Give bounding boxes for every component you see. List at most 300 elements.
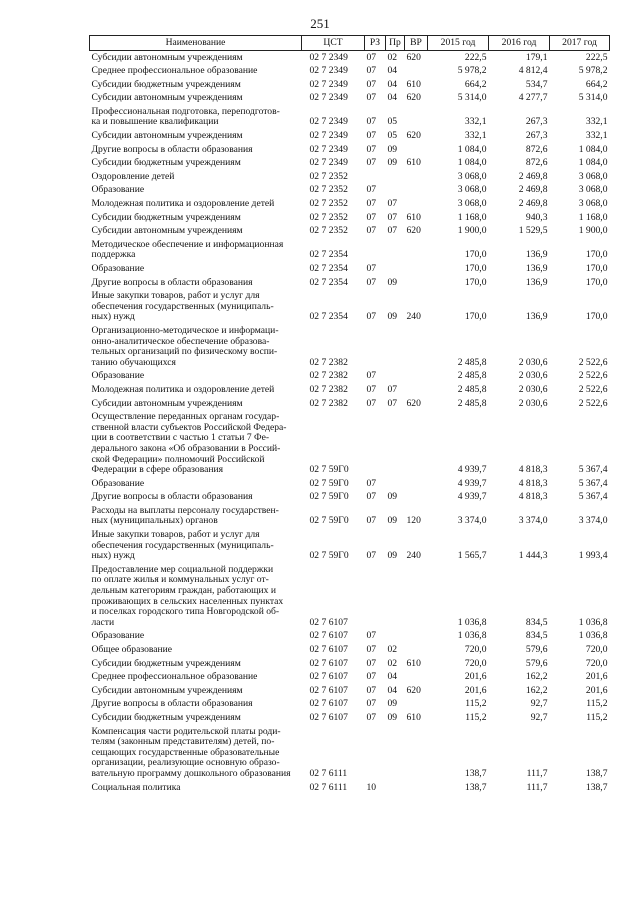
row-cst: 02 7 2382 <box>309 383 348 395</box>
row-value-2016: 92,7 <box>530 711 548 723</box>
row-rz <box>365 563 386 630</box>
row-cst: 02 7 2354 <box>309 249 348 261</box>
row-cst: 02 7 2349 <box>309 116 348 128</box>
row-vr <box>405 198 428 212</box>
table-row <box>90 238 610 262</box>
row-rz <box>365 238 386 262</box>
row-value-2015: 1 084,0 <box>457 143 487 155</box>
row-value-2015: 1 036,8 <box>457 616 487 628</box>
row-value-2016: 92,7 <box>530 698 548 710</box>
row-rz: 07 <box>366 550 377 562</box>
row-value-2017: 115,2 <box>586 711 608 723</box>
row-cst: 02 7 2352 <box>309 170 348 182</box>
row-pr: 09 <box>387 698 398 710</box>
row-pr <box>386 238 405 262</box>
row-cst: 02 7 2349 <box>309 92 348 104</box>
row-cst: 02 7 6111 <box>309 781 348 793</box>
row-value-2016: 534,7 <box>525 78 548 90</box>
row-pr: 09 <box>387 515 398 527</box>
table-row <box>90 198 610 212</box>
row-cst: 02 7 2352 <box>309 211 348 223</box>
row-value-2016: 136,9 <box>525 311 548 323</box>
row-value-2017: 201,6 <box>585 671 608 683</box>
row-name: Субсидии бюджетным учреждениям <box>91 157 241 169</box>
row-value-2017: 138,7 <box>585 767 608 779</box>
row-vr <box>405 698 428 712</box>
row-value-2017: 1 900,0 <box>578 225 608 237</box>
row-value-2015: 2 485,8 <box>457 397 487 409</box>
row-vr <box>405 143 428 157</box>
row-value-2017: 222,5 <box>585 51 608 63</box>
row-value-2016: 579,6 <box>525 644 548 655</box>
row-name: Субсидии автономным учреждениям <box>91 51 243 63</box>
row-pr <box>386 563 405 630</box>
row-pr <box>386 170 405 184</box>
row-value-2017: 138,7 <box>585 781 608 793</box>
row-cst: 02 7 6107 <box>309 698 348 710</box>
table-row <box>90 225 610 239</box>
row-rz: 07 <box>366 311 377 323</box>
table-row <box>90 563 610 630</box>
row-value-2016: 2 030,6 <box>518 383 548 395</box>
table-row <box>90 383 610 397</box>
row-pr <box>386 411 405 478</box>
row-value-2015: 115,2 <box>465 698 487 710</box>
row-cst: 02 7 6107 <box>309 644 348 655</box>
row-value-2016: 2 469,8 <box>518 198 548 210</box>
row-cst: 02 7 2382 <box>309 370 348 382</box>
table-row <box>90 105 610 129</box>
table-row <box>90 657 610 671</box>
row-name: Осуществление переданных органам государ- ственной власти субъектов Российской Федера- ции в соответствии с частью 1 статьи 7 Фе- дерального закона «Об образовании в Россий- ской Федерации» полномочий Российской Федерации в сфере образования <box>91 411 287 476</box>
row-name: Субсидии бюджетным учреждениям <box>91 711 241 723</box>
row-cst: 02 7 59Г0 <box>309 515 349 527</box>
row-value-2015: 5 978,2 <box>457 65 487 77</box>
row-value-2015: 1 036,8 <box>457 630 487 642</box>
row-vr <box>405 491 428 505</box>
table-row <box>90 781 610 795</box>
row-vr <box>405 644 428 658</box>
row-rz: 07 <box>366 383 377 395</box>
row-rz: 10 <box>366 781 377 793</box>
row-rz: 07 <box>366 630 377 642</box>
row-vr: 620 <box>406 225 421 237</box>
row-pr <box>386 781 405 795</box>
row-rz: 07 <box>366 477 377 489</box>
row-cst: 02 7 6107 <box>309 630 348 642</box>
row-rz: 07 <box>366 657 377 669</box>
row-value-2016: 267,3 <box>525 130 548 142</box>
row-rz: 07 <box>366 491 377 503</box>
row-value-2015: 3 068,0 <box>457 170 487 182</box>
row-name: Расходы на выплаты персоналу государствен- ных (муниципальных) органов <box>91 504 279 527</box>
table-row <box>90 143 610 157</box>
table-row <box>90 92 610 106</box>
row-vr <box>405 383 428 397</box>
row-pr: 02 <box>387 644 398 655</box>
row-rz: 07 <box>366 698 377 710</box>
row-value-2015: 332,1 <box>464 116 487 128</box>
row-value-2017: 332,1 <box>585 116 608 128</box>
row-value-2015: 2 485,8 <box>457 356 487 368</box>
row-pr: 09 <box>387 157 398 169</box>
row-name: Предоставление мер социальной поддержки по оплате жилья и коммунальных услуг от- дельным категориям граждан, работающих и проживающих в сельских населенных пунктах и поселках городского типа Новгородской об- ласти <box>91 563 284 628</box>
header-row <box>90 36 610 51</box>
page-number: 251 <box>310 16 330 31</box>
row-vr <box>405 411 428 478</box>
row-name: Субсидии бюджетным учреждениям <box>91 211 241 223</box>
row-name: Молодежная политика и оздоровление детей <box>91 383 275 395</box>
row-value-2016: 162,2 <box>525 684 548 696</box>
table-row <box>90 276 610 290</box>
row-value-2017: 5 314,0 <box>578 92 608 104</box>
row-cst: 02 7 6107 <box>309 657 348 669</box>
row-name: Образование <box>91 477 145 489</box>
row-value-2017: 332,1 <box>585 130 608 142</box>
row-cst: 02 7 6107 <box>309 711 348 723</box>
row-value-2016: 1 444,3 <box>518 550 548 562</box>
row-rz <box>365 411 386 478</box>
row-rz: 07 <box>366 184 377 196</box>
row-rz: 07 <box>366 276 377 288</box>
row-value-2016: 1 529,5 <box>518 225 548 237</box>
row-rz <box>365 324 386 369</box>
table-row <box>90 477 610 491</box>
row-value-2015: 1 084,0 <box>457 157 487 169</box>
row-value-2016: 136,9 <box>525 276 548 288</box>
table-row <box>90 711 610 725</box>
row-name: Молодежная политика и оздоровление детей <box>91 198 275 210</box>
row-value-2016: 4 818,3 <box>518 491 548 503</box>
row-value-2015: 138,7 <box>464 767 487 779</box>
row-value-2016: 136,9 <box>525 249 548 261</box>
row-vr: 620 <box>406 397 421 409</box>
row-rz: 07 <box>366 92 377 104</box>
row-vr <box>405 370 428 384</box>
row-value-2016: 136,9 <box>525 263 548 274</box>
header-pr: Пр <box>386 36 405 51</box>
table-row <box>90 290 610 325</box>
row-name: Другие вопросы в области образования <box>91 698 253 710</box>
row-value-2016: 2 469,8 <box>518 170 548 182</box>
row-value-2017: 1 993,4 <box>578 550 608 562</box>
row-pr <box>386 630 405 644</box>
row-value-2015: 201,6 <box>464 684 487 696</box>
row-value-2017: 5 367,4 <box>578 464 608 476</box>
row-pr <box>386 370 405 384</box>
row-vr: 620 <box>406 684 421 696</box>
table-row <box>90 504 610 528</box>
row-value-2017: 2 522,6 <box>578 370 608 382</box>
row-vr: 610 <box>406 711 421 723</box>
row-cst: 02 7 6111 <box>309 767 348 779</box>
row-value-2017: 2 522,6 <box>578 383 608 395</box>
row-name: Субсидии бюджетным учреждениям <box>91 78 241 90</box>
table-row <box>90 725 610 781</box>
table-row <box>90 211 610 225</box>
budget-table <box>89 35 610 795</box>
header-name: Наименование <box>90 36 302 51</box>
row-name: Субсидии автономным учреждениям <box>91 397 243 409</box>
row-name: Иные закупки товаров, работ и услуг для обеспечения государственных (муниципаль- ных) нужд <box>91 529 274 562</box>
table-row <box>90 324 610 369</box>
row-vr: 610 <box>406 157 421 169</box>
row-pr <box>386 324 405 369</box>
row-vr <box>405 238 428 262</box>
row-rz: 07 <box>366 370 377 382</box>
header-2016: 2016 год <box>489 36 550 51</box>
table-row <box>90 51 610 65</box>
row-value-2015: 1 565,7 <box>457 550 487 562</box>
row-value-2015: 201,6 <box>464 671 487 683</box>
row-vr: 610 <box>406 657 421 669</box>
row-cst: 02 7 2349 <box>309 130 348 142</box>
row-rz: 07 <box>366 671 377 683</box>
row-vr: 120 <box>406 515 421 527</box>
row-pr: 05 <box>387 116 398 128</box>
row-value-2015: 3 068,0 <box>457 198 487 210</box>
table-row <box>90 684 610 698</box>
row-cst: 02 7 2349 <box>309 78 348 90</box>
row-value-2016: 834,5 <box>525 630 548 642</box>
row-pr: 07 <box>387 211 398 223</box>
row-cst: 02 7 6107 <box>309 684 348 696</box>
row-name: Субсидии автономным учреждениям <box>91 92 243 104</box>
row-value-2017: 3 068,0 <box>578 184 608 196</box>
row-rz: 07 <box>366 78 377 90</box>
row-cst: 02 7 2352 <box>309 225 348 237</box>
row-cst: 02 7 2354 <box>309 263 348 274</box>
row-value-2015: 2 485,8 <box>457 370 487 382</box>
row-value-2016: 3 374,0 <box>518 515 548 527</box>
row-pr: 09 <box>387 550 398 562</box>
row-cst: 02 7 2349 <box>309 157 348 169</box>
table-row <box>90 529 610 564</box>
row-pr: 07 <box>387 198 398 210</box>
row-value-2016: 162,2 <box>525 671 548 683</box>
row-pr: 04 <box>387 65 398 77</box>
row-pr: 02 <box>387 51 398 63</box>
row-vr <box>405 263 428 277</box>
row-value-2017: 2 522,6 <box>578 397 608 409</box>
row-name: Оздоровление детей <box>91 170 175 182</box>
table-row <box>90 263 610 277</box>
row-value-2017: 2 522,6 <box>578 356 608 368</box>
row-pr: 09 <box>387 311 398 323</box>
row-pr: 04 <box>387 671 398 683</box>
row-vr: 240 <box>406 550 421 562</box>
row-vr: 620 <box>406 130 421 142</box>
row-value-2016: 834,5 <box>525 616 548 628</box>
row-name: Субсидии автономным учреждениям <box>91 130 243 142</box>
table-row <box>90 65 610 79</box>
row-name: Иные закупки товаров, работ и услуг для обеспечения государственных (муниципаль- ных) нужд <box>91 290 274 323</box>
row-value-2017: 1 084,0 <box>578 157 608 169</box>
row-value-2015: 222,5 <box>464 51 487 63</box>
table-row <box>90 130 610 144</box>
row-value-2016: 179,1 <box>525 51 548 63</box>
row-value-2015: 720,0 <box>464 657 487 669</box>
header-2015: 2015 год <box>428 36 489 51</box>
row-value-2017: 3 068,0 <box>578 198 608 210</box>
row-rz: 07 <box>366 684 377 696</box>
row-cst: 02 7 2382 <box>309 397 348 409</box>
row-rz: 07 <box>366 130 377 142</box>
row-vr <box>405 725 428 781</box>
row-value-2016: 872,6 <box>525 143 548 155</box>
row-name: Другие вопросы в области образования <box>91 143 253 155</box>
row-name: Другие вопросы в области образования <box>91 491 253 503</box>
row-value-2015: 5 314,0 <box>457 92 487 104</box>
row-rz: 07 <box>366 198 377 210</box>
table-row <box>90 157 610 171</box>
table-row <box>90 184 610 198</box>
row-value-2017: 115,2 <box>586 698 608 710</box>
row-value-2016: 4 818,3 <box>518 477 548 489</box>
row-value-2015: 1 900,0 <box>457 225 487 237</box>
row-cst: 02 7 2354 <box>309 311 348 323</box>
row-name: Методическое обеспечение и информационная поддержка <box>91 238 284 261</box>
row-cst: 02 7 2349 <box>309 65 348 77</box>
row-value-2015: 664,2 <box>464 78 487 90</box>
table-row <box>90 411 610 478</box>
row-value-2017: 5 978,2 <box>578 65 608 77</box>
row-value-2017: 3 374,0 <box>578 515 608 527</box>
row-rz: 07 <box>366 51 377 63</box>
row-vr <box>405 276 428 290</box>
header-vr: ВР <box>405 36 428 51</box>
row-rz: 07 <box>366 515 377 527</box>
row-name: Социальная политика <box>91 781 181 793</box>
row-name: Организационно-методическое и информаци- онно-аналитическое обеспечение образова- тельных организаций по физическому воспи- танию обучающихся <box>91 324 279 368</box>
row-name: Образование <box>91 370 145 382</box>
row-value-2017: 5 367,4 <box>578 491 608 503</box>
row-name: Среднее профессиональное образование <box>91 65 258 77</box>
row-vr: 240 <box>406 311 421 323</box>
row-cst: 02 7 2349 <box>309 143 348 155</box>
row-rz: 07 <box>366 116 377 128</box>
row-rz: 07 <box>366 143 377 155</box>
row-value-2016: 2 030,6 <box>518 370 548 382</box>
row-vr <box>405 170 428 184</box>
row-cst: 02 7 59Г0 <box>309 491 349 503</box>
row-rz: 07 <box>366 711 377 723</box>
row-pr <box>386 263 405 277</box>
row-vr: 620 <box>406 51 421 63</box>
table-row <box>90 644 610 658</box>
row-value-2016: 2 030,6 <box>518 397 548 409</box>
table-row <box>90 397 610 411</box>
row-rz <box>365 170 386 184</box>
row-value-2016: 940,3 <box>525 211 548 223</box>
row-vr <box>405 184 428 198</box>
row-pr <box>386 184 405 198</box>
row-value-2017: 664,2 <box>585 78 608 90</box>
row-vr <box>405 563 428 630</box>
row-name: Образование <box>91 630 145 642</box>
row-rz: 07 <box>366 644 377 655</box>
row-pr: 09 <box>387 491 398 503</box>
row-vr <box>405 324 428 369</box>
row-pr: 09 <box>387 276 398 288</box>
row-cst: 02 7 6107 <box>309 671 348 683</box>
row-vr <box>405 105 428 129</box>
row-value-2015: 115,2 <box>465 711 487 723</box>
row-cst: 02 7 6107 <box>309 616 348 628</box>
row-pr: 09 <box>387 711 398 723</box>
row-vr <box>405 671 428 685</box>
row-name: Субсидии автономным учреждениям <box>91 225 243 237</box>
row-value-2015: 4 939,7 <box>457 464 487 476</box>
row-cst: 02 7 2352 <box>309 198 348 210</box>
row-cst: 02 7 59Г0 <box>309 477 349 489</box>
row-cst: 02 7 2382 <box>309 356 348 368</box>
row-value-2016: 872,6 <box>525 157 548 169</box>
row-value-2017: 170,0 <box>585 249 608 261</box>
row-name: Образование <box>91 184 145 196</box>
row-value-2016: 4 818,3 <box>518 464 548 476</box>
row-vr <box>405 65 428 79</box>
row-value-2015: 2 485,8 <box>457 383 487 395</box>
row-pr <box>386 725 405 781</box>
row-value-2015: 170,0 <box>464 249 487 261</box>
row-value-2017: 1 036,8 <box>578 616 608 628</box>
row-pr: 04 <box>387 92 398 104</box>
row-cst: 02 7 59Г0 <box>309 550 349 562</box>
row-value-2015: 3 374,0 <box>457 515 487 527</box>
row-vr: 610 <box>406 78 421 90</box>
table-row <box>90 78 610 92</box>
row-name: Образование <box>91 263 145 274</box>
row-value-2015: 332,1 <box>464 130 487 142</box>
row-value-2017: 1 168,0 <box>578 211 608 223</box>
row-name: Компенсация части родительской платы роди- телям (законным представителям) детей, по- сещающих государственные образовательные организации, реализующие основную образо- вательную программу дошкольного образования <box>91 725 291 779</box>
row-value-2016: 579,6 <box>525 657 548 669</box>
row-value-2017: 1 036,8 <box>578 630 608 642</box>
row-value-2017: 170,0 <box>585 311 608 323</box>
table-body <box>90 51 610 795</box>
row-pr: 07 <box>387 397 398 409</box>
row-name: Субсидии бюджетным учреждениям <box>91 657 241 669</box>
row-value-2016: 111,7 <box>526 781 548 793</box>
row-cst: 02 7 2352 <box>309 184 348 196</box>
row-value-2017: 170,0 <box>585 263 608 274</box>
row-pr: 07 <box>387 225 398 237</box>
row-value-2017: 1 084,0 <box>578 143 608 155</box>
row-pr: 07 <box>387 383 398 395</box>
row-value-2017: 3 068,0 <box>578 170 608 182</box>
row-value-2016: 2 030,6 <box>518 356 548 368</box>
table-row <box>90 698 610 712</box>
row-rz: 07 <box>366 225 377 237</box>
row-value-2016: 4 277,7 <box>518 92 548 104</box>
row-value-2016: 2 469,8 <box>518 184 548 196</box>
row-vr <box>405 477 428 491</box>
row-rz <box>365 725 386 781</box>
header-2017: 2017 год <box>550 36 610 51</box>
row-value-2015: 170,0 <box>464 276 487 288</box>
row-value-2016: 111,7 <box>526 767 548 779</box>
row-value-2017: 170,0 <box>585 276 608 288</box>
row-pr: 02 <box>387 657 398 669</box>
table-row <box>90 370 610 384</box>
header-cst: ЦСТ <box>302 36 365 51</box>
row-pr <box>386 477 405 491</box>
table-row <box>90 170 610 184</box>
row-vr <box>405 630 428 644</box>
row-value-2015: 138,7 <box>464 781 487 793</box>
row-rz: 07 <box>366 211 377 223</box>
